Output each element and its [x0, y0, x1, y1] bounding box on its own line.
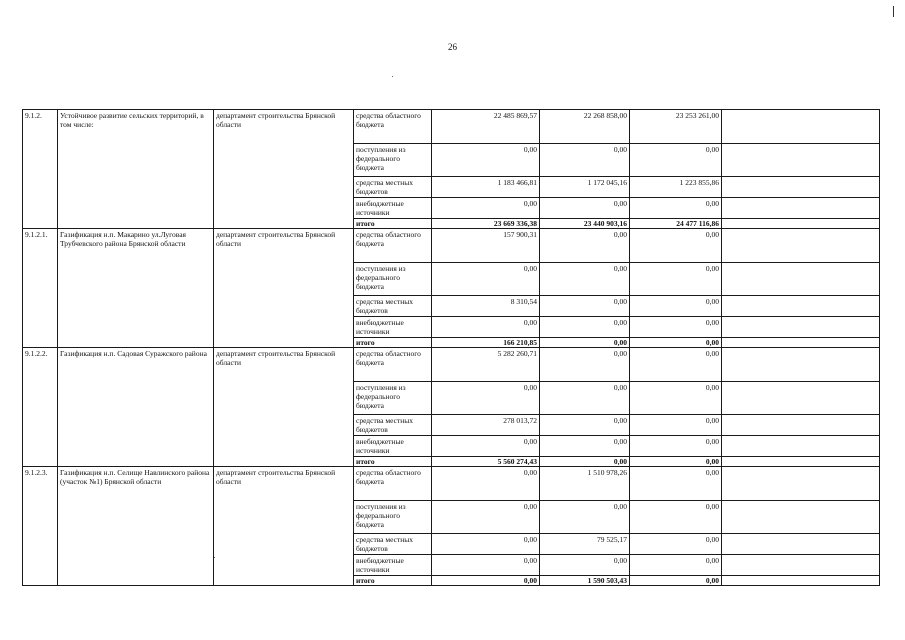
- section-executor: департамент строительства Брянской области: [214, 229, 354, 348]
- section-executor: департамент строительства Брянской области: [214, 348, 354, 467]
- amount-cell: 5 560 274,43: [432, 457, 540, 467]
- amount-cell: 79 525,17: [540, 534, 630, 555]
- amount-cell: 0,00: [540, 457, 630, 467]
- amount-cell: 0,00: [630, 296, 722, 317]
- amount-cell: 0,00: [432, 436, 540, 457]
- amount-cell: 0,00: [432, 467, 540, 501]
- amount-cell: 0,00: [432, 198, 540, 219]
- amount-cell: 1 183 466,81: [432, 177, 540, 198]
- amount-cell: 0,00: [432, 534, 540, 555]
- funding-source: внебюджетные источники: [354, 555, 432, 576]
- funding-source: итого: [354, 576, 432, 586]
- amount-cell: 0,00: [540, 317, 630, 338]
- funding-source: средства областного бюджета: [354, 110, 432, 144]
- amount-cell: 24 477 116,86: [630, 219, 722, 229]
- table-row: [23, 348, 880, 382]
- amount-cell: 157 900,31: [432, 229, 540, 263]
- amount-cell: 1 223 855,86: [630, 177, 722, 198]
- funding-source: поступления из федерального бюджета: [354, 263, 432, 296]
- amount-cell: 0,00: [540, 501, 630, 534]
- amount-cell: 23 440 903,16: [540, 219, 630, 229]
- table-row: [23, 467, 880, 501]
- amount-cell: [722, 110, 880, 144]
- amount-cell: 0,00: [630, 144, 722, 177]
- amount-cell: [722, 436, 880, 457]
- amount-cell: [722, 348, 880, 382]
- funding-source: итого: [354, 338, 432, 348]
- amount-cell: [722, 457, 880, 467]
- amount-cell: 0,00: [630, 338, 722, 348]
- funding-source: средства областного бюджета: [354, 229, 432, 263]
- amount-cell: 1 590 503,43: [540, 576, 630, 586]
- amount-cell: 0,00: [432, 576, 540, 586]
- amount-cell: 8 310,54: [432, 296, 540, 317]
- budget-table-body: [23, 110, 880, 586]
- amount-cell: 22 485 869,57: [432, 110, 540, 144]
- amount-cell: [722, 382, 880, 415]
- amount-cell: 0,00: [630, 229, 722, 263]
- amount-cell: 0,00: [630, 415, 722, 436]
- amount-cell: [722, 338, 880, 348]
- table-row: [23, 110, 880, 144]
- funding-source: внебюджетные источники: [354, 198, 432, 219]
- amount-cell: 278 013,72: [432, 415, 540, 436]
- section-name: Газификация н.п. Селище Навлинского района (участок №1) Брянской области: [58, 467, 214, 586]
- amount-cell: 0,00: [540, 263, 630, 296]
- table-row: [23, 229, 880, 263]
- funding-source: внебюджетные источники: [354, 436, 432, 457]
- section-name: Газификация н.п. Макарино ул.Луговая Трубчевского района Брянской области: [58, 229, 214, 348]
- section-code: 9.1.2.2.: [23, 348, 58, 467]
- amount-cell: 0,00: [540, 198, 630, 219]
- amount-cell: 0,00: [630, 467, 722, 501]
- funding-source: поступления из федерального бюджета: [354, 382, 432, 415]
- amount-cell: 0,00: [540, 436, 630, 457]
- amount-cell: [722, 534, 880, 555]
- amount-cell: 0,00: [630, 382, 722, 415]
- amount-cell: 0,00: [432, 555, 540, 576]
- scan-speck: [392, 76, 393, 77]
- scan-edge-mark: [893, 6, 894, 17]
- amount-cell: 0,00: [630, 263, 722, 296]
- amount-cell: [722, 229, 880, 263]
- funding-source: итого: [354, 457, 432, 467]
- funding-source: средства областного бюджета: [354, 467, 432, 501]
- amount-cell: 0,00: [432, 263, 540, 296]
- amount-cell: [722, 501, 880, 534]
- funding-source: поступления из федерального бюджета: [354, 144, 432, 177]
- amount-cell: 0,00: [630, 348, 722, 382]
- amount-cell: 0,00: [630, 436, 722, 457]
- section-name: Устойчивое развитие сельских территорий, в том числе:: [58, 110, 214, 229]
- amount-cell: 5 282 260,71: [432, 348, 540, 382]
- funding-source: средства областного бюджета: [354, 348, 432, 382]
- amount-cell: [722, 576, 880, 586]
- section-executor: департамент строительства Брянской области: [214, 467, 354, 586]
- amount-cell: 0,00: [540, 415, 630, 436]
- amount-cell: [722, 219, 880, 229]
- amount-cell: 0,00: [540, 382, 630, 415]
- funding-source: поступления из федерального бюджета: [354, 501, 432, 534]
- amount-cell: 0,00: [540, 338, 630, 348]
- funding-source: средства местных бюджетов: [354, 177, 432, 198]
- section-code: 9.1.2.1.: [23, 229, 58, 348]
- amount-cell: 1 172 045,16: [540, 177, 630, 198]
- amount-cell: 0,00: [540, 348, 630, 382]
- section-executor: департамент строительства Брянской области: [214, 110, 354, 229]
- amount-cell: 0,00: [432, 501, 540, 534]
- page-number: 26: [448, 42, 457, 52]
- amount-cell: 0,00: [630, 198, 722, 219]
- amount-cell: 0,00: [432, 144, 540, 177]
- amount-cell: 23 669 336,38: [432, 219, 540, 229]
- funding-source: итого: [354, 219, 432, 229]
- amount-cell: 0,00: [432, 382, 540, 415]
- section-code: 9.1.2.: [23, 110, 58, 229]
- funding-source: средства местных бюджетов: [354, 415, 432, 436]
- section-code: 9.1.2.3.: [23, 467, 58, 586]
- funding-source: средства местных бюджетов: [354, 534, 432, 555]
- amount-cell: [722, 467, 880, 501]
- amount-cell: 0,00: [540, 296, 630, 317]
- amount-cell: 0,00: [630, 534, 722, 555]
- amount-cell: [722, 555, 880, 576]
- amount-cell: [722, 263, 880, 296]
- amount-cell: [722, 198, 880, 219]
- amount-cell: [722, 144, 880, 177]
- amount-cell: 166 210,85: [432, 338, 540, 348]
- amount-cell: 0,00: [432, 317, 540, 338]
- amount-cell: 0,00: [540, 144, 630, 177]
- budget-table: [22, 109, 880, 586]
- amount-cell: 0,00: [630, 501, 722, 534]
- section-name: Газификация н.п. Садовая Суражского района: [58, 348, 214, 467]
- amount-cell: 0,00: [630, 457, 722, 467]
- amount-cell: [722, 177, 880, 198]
- amount-cell: 0,00: [540, 229, 630, 263]
- amount-cell: 0,00: [630, 317, 722, 338]
- amount-cell: 23 253 261,00: [630, 110, 722, 144]
- funding-source: внебюджетные источники: [354, 317, 432, 338]
- amount-cell: 0,00: [630, 555, 722, 576]
- amount-cell: 22 268 858,00: [540, 110, 630, 144]
- amount-cell: 0,00: [630, 576, 722, 586]
- amount-cell: 1 510 978,26: [540, 467, 630, 501]
- amount-cell: 0,00: [540, 555, 630, 576]
- amount-cell: [722, 296, 880, 317]
- funding-source: средства местных бюджетов: [354, 296, 432, 317]
- amount-cell: [722, 415, 880, 436]
- amount-cell: [722, 317, 880, 338]
